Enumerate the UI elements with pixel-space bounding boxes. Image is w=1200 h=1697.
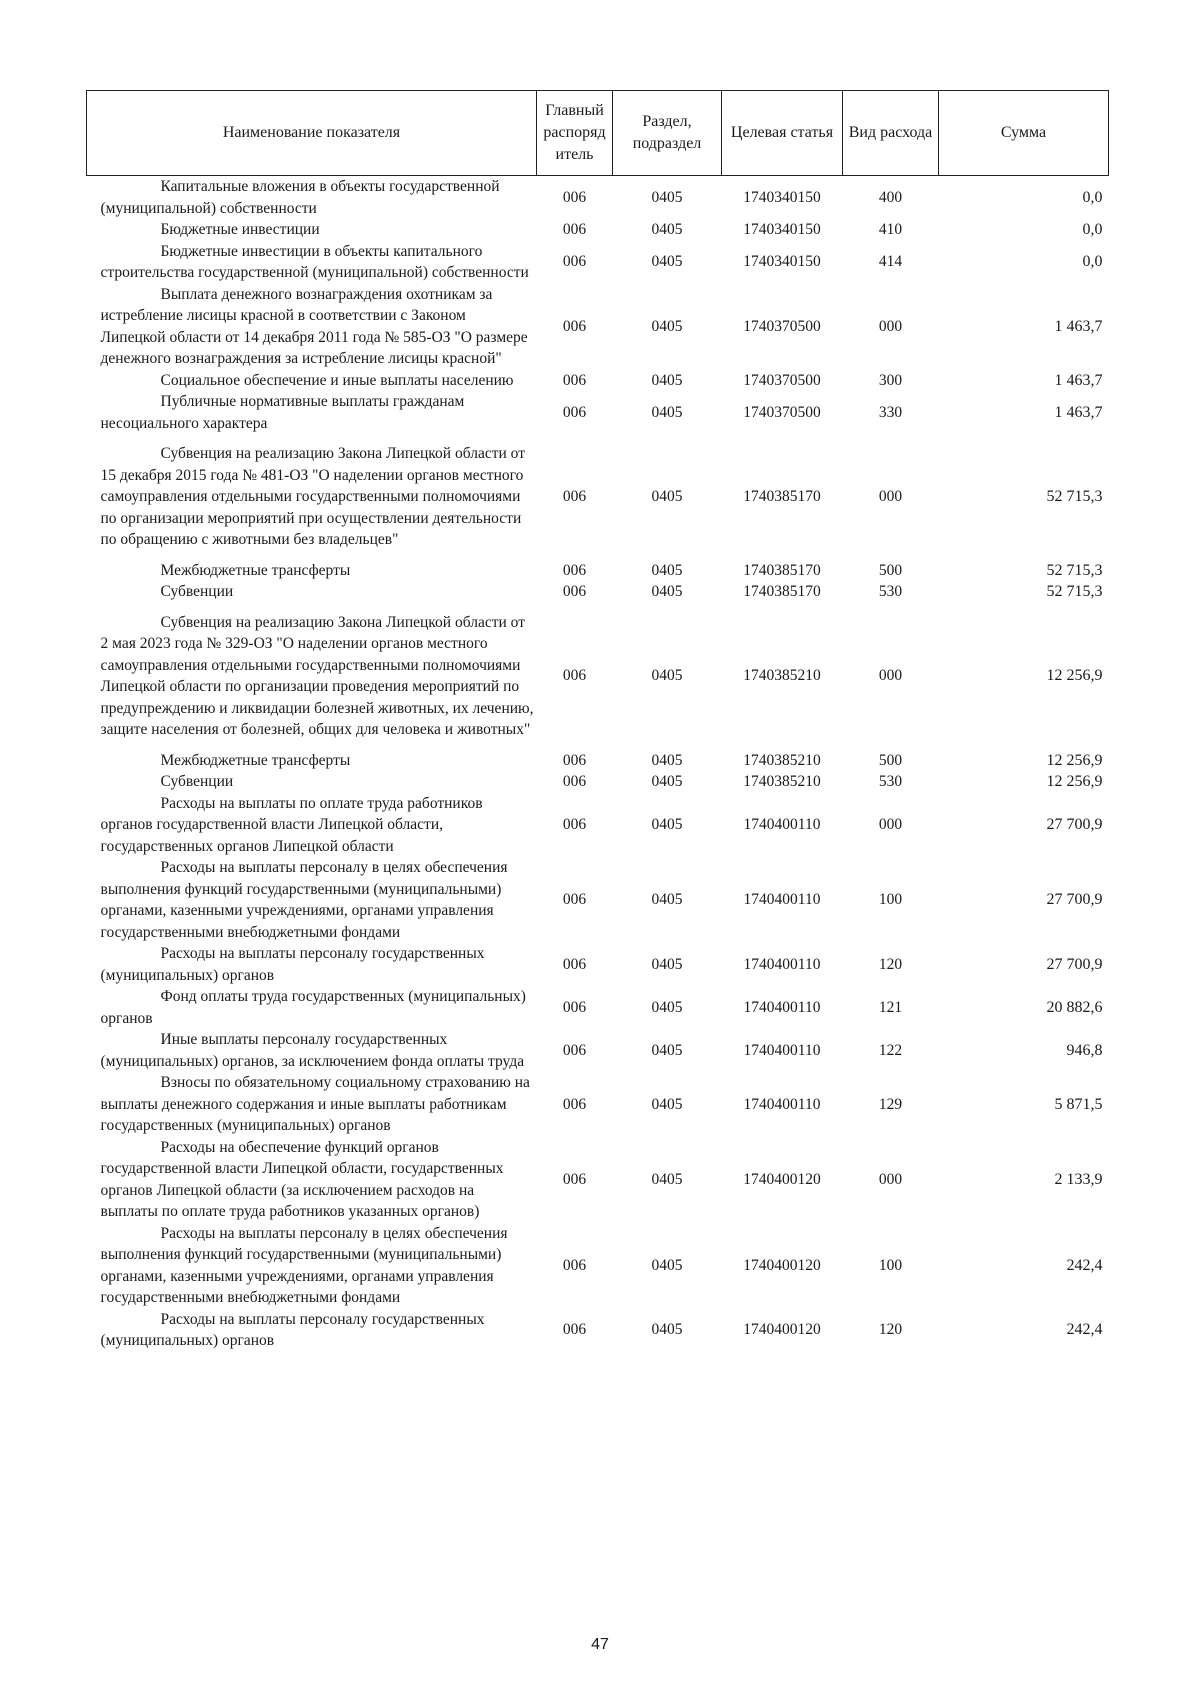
row-name: Субвенция на реализацию Закона Липецкой области от 15 декабря 2015 года № 481-ОЗ "О наделении органов местного самоуправления отдельными государственными полномочиями по организации мероприятий при осуществлении деятельности по обращению с животными без владельцев": [100, 445, 525, 548]
row-section: 0405: [651, 1041, 683, 1059]
row-section: 0405: [651, 998, 683, 1016]
row-section: 0405: [651, 253, 683, 271]
row-section: 0405: [651, 773, 683, 790]
row-section: 0405: [651, 1256, 683, 1274]
table-row: [87, 603, 1109, 750]
row-target: 1740385210: [743, 751, 821, 769]
row-kind: 120: [878, 955, 903, 973]
table-row: [87, 241, 1109, 284]
row-grbs: 006: [562, 891, 587, 909]
row-name: Расходы на выплаты персоналу государственных (муниципальных) органов: [100, 1310, 485, 1349]
row-sum: 242,4: [1066, 1256, 1103, 1274]
row-kind: 330: [878, 403, 903, 421]
row-section: 0405: [651, 955, 683, 973]
row-name: Социальное обеспечение и иные выплаты населению: [160, 371, 514, 389]
row-name: Межбюджетные трансферты: [160, 751, 351, 769]
row-sum: 52 715,3: [1046, 561, 1103, 579]
row-target: 1740400110: [743, 998, 821, 1016]
row-sum: 2 133,9: [1054, 1170, 1103, 1188]
row-grbs: 006: [562, 403, 587, 421]
row-target: 1740340150: [743, 188, 821, 206]
row-target: 1740400110: [743, 1041, 821, 1059]
row-kind: 410: [878, 221, 903, 238]
row-name: Расходы на обеспечение функций органов государственной власти Липецкой области, государственных органов Липецкой области (за исключением расходов на выплаты по оплате труда работников указанных органов): [100, 1138, 504, 1220]
row-target: 1740385170: [743, 561, 821, 579]
header-name: Наименование показателя: [87, 91, 537, 176]
row-sum: 27 700,9: [1046, 955, 1103, 973]
row-target: 1740385210: [743, 667, 821, 685]
row-section: 0405: [651, 488, 683, 505]
row-section: 0405: [651, 371, 683, 389]
row-name: Иные выплаты персоналу государственных (муниципальных) органов, за исключением фонда оплаты труда: [100, 1031, 525, 1070]
row-kind: 100: [878, 891, 903, 909]
row-target: 1740400120: [743, 1170, 821, 1188]
page-number: 47: [591, 1636, 609, 1653]
row-section: 0405: [651, 816, 683, 833]
row-sum: 1 463,7: [1054, 371, 1103, 389]
row-sum: 1 463,7: [1054, 317, 1103, 335]
table-row: [87, 1072, 1109, 1137]
row-name: Субвенции: [160, 773, 234, 790]
row-kind: 300: [878, 371, 903, 389]
row-grbs: 006: [562, 1095, 587, 1113]
row-name: Расходы на выплаты персоналу в целях обеспечения выполнения функций государственными (муниципальными) органами, казенными учреждениями, органами управления государственными внебюджетными фондами: [100, 1224, 508, 1306]
row-sum: 52 715,3: [1046, 583, 1103, 600]
row-sum: 946,8: [1066, 1041, 1103, 1059]
row-target: 1740400110: [743, 1095, 821, 1113]
row-grbs: 006: [562, 955, 587, 973]
row-grbs: 006: [562, 773, 587, 790]
row-kind: 500: [878, 561, 903, 579]
row-section: 0405: [651, 1095, 683, 1113]
budget-table: [86, 90, 1109, 1352]
row-name: Взносы по обязательному социальному страхованию на выплаты денежного содержания и иные выплаты работникам государственных (муниципальных) органов: [100, 1074, 530, 1134]
row-kind: 120: [878, 1321, 903, 1339]
header-sum: Сумма: [939, 91, 1109, 176]
row-target: 1740385210: [743, 773, 821, 790]
row-name: Капитальные вложения в объекты государственной (муниципальной) собственности: [100, 178, 500, 217]
row-name: Бюджетные инвестиции в объекты капитального строительства государственной (муниципальной) собственности: [100, 242, 529, 281]
row-name: Расходы на выплаты персоналу государственных (муниципальных) органов: [100, 945, 485, 984]
table-row: [87, 943, 1109, 986]
row-target: 1740400120: [743, 1321, 821, 1339]
row-name: Выплата денежного вознаграждения охотникам за истребление лисицы красной в соответствии с Законом Липецкой области от 14 декабря 2011 года № 585-ОЗ "О размере денежного вознаграждения за истребление лисицы красной": [100, 285, 528, 367]
row-name: Расходы на выплаты по оплате труда работников органов государственной власти Липецкой области, государственных органов Липецкой области: [100, 794, 483, 855]
row-sum: 0,0: [1082, 221, 1103, 238]
row-section: 0405: [651, 751, 683, 769]
row-grbs: 006: [562, 253, 587, 271]
row-sum: 0,0: [1082, 253, 1103, 271]
row-sum: 52 715,3: [1046, 488, 1103, 505]
row-kind: 500: [878, 751, 903, 769]
row-target: 1740370500: [743, 371, 821, 389]
table-row: [87, 1029, 1109, 1072]
table-row: [87, 1137, 1109, 1223]
table-row: [87, 284, 1109, 370]
row-name: Субвенции: [160, 583, 234, 600]
row-kind: 000: [878, 816, 903, 833]
row-target: 1740400110: [743, 816, 821, 833]
table-row: [87, 857, 1109, 943]
row-sum: 12 256,9: [1046, 773, 1103, 790]
row-name: Фонд оплаты труда государственных (муниципальных) органов: [100, 988, 526, 1027]
row-kind: 121: [878, 998, 903, 1016]
row-name: Межбюджетные трансферты: [160, 561, 351, 579]
table-row: [87, 1223, 1109, 1309]
row-grbs: 006: [562, 667, 587, 685]
table-row: [87, 391, 1109, 434]
table-row: [87, 176, 1109, 220]
row-grbs: 006: [562, 816, 587, 833]
row-kind: 129: [878, 1095, 903, 1113]
table-row: [87, 771, 1109, 793]
row-grbs: 006: [562, 1170, 587, 1188]
table-row: [87, 581, 1109, 603]
row-section: 0405: [651, 891, 683, 909]
row-section: 0405: [651, 1170, 683, 1188]
row-grbs: 006: [562, 1041, 587, 1059]
row-name: Бюджетные инвестиции: [160, 221, 320, 238]
row-grbs: 006: [562, 188, 587, 206]
row-target: 1740385170: [743, 488, 821, 505]
header-target: Целевая статья: [722, 91, 843, 176]
row-name: Субвенция на реализацию Закона Липецкой области от 2 мая 2023 года № 329-ОЗ "О наделении органов местного самоуправления отдельными государственными полномочиями Липецкой области по организации проведения мероприятий по предупреждению и ликвидации болезней животных, их лечению, защите населения от болезней, общих для человека и животных": [100, 613, 534, 738]
row-target: 1740400120: [743, 1256, 821, 1274]
header-kind: Вид расхода: [843, 91, 939, 176]
row-kind: 100: [878, 1256, 903, 1274]
row-target: 1740400110: [743, 891, 821, 909]
row-sum: 0,0: [1082, 188, 1103, 206]
row-target: 1740370500: [743, 317, 821, 335]
row-section: 0405: [651, 317, 683, 335]
table-row: [87, 986, 1109, 1029]
row-grbs: 006: [562, 998, 587, 1016]
row-target: 1740385170: [743, 583, 821, 600]
row-sum: 5 871,5: [1054, 1095, 1103, 1113]
row-grbs: 006: [562, 488, 587, 505]
row-name: Расходы на выплаты персоналу в целях обеспечения выполнения функций государственными (муниципальными) органами, казенными учреждениями, органами управления государственными внебюджетными фондами: [100, 859, 508, 941]
row-kind: 122: [878, 1041, 903, 1059]
row-sum: 12 256,9: [1046, 751, 1103, 769]
row-sum: 12 256,9: [1046, 667, 1103, 685]
row-grbs: 006: [562, 751, 587, 769]
row-section: 0405: [651, 221, 683, 238]
row-name: Публичные нормативные выплаты гражданам несоциального характера: [100, 393, 465, 432]
row-grbs: 006: [562, 561, 587, 579]
row-sum: 20 882,6: [1046, 998, 1103, 1016]
table-row: [87, 560, 1109, 582]
table-header-row: [87, 91, 1109, 176]
row-section: 0405: [651, 561, 683, 579]
row-kind: 530: [878, 583, 903, 600]
row-kind: 530: [878, 773, 903, 790]
row-kind: 000: [878, 317, 903, 335]
row-target: 1740340150: [743, 221, 821, 238]
row-grbs: 006: [562, 371, 587, 389]
row-kind: 000: [878, 1170, 903, 1188]
row-sum: 1 463,7: [1054, 403, 1103, 421]
row-kind: 000: [878, 488, 903, 505]
table-row: [87, 750, 1109, 772]
row-grbs: 006: [562, 1321, 587, 1339]
table-row: [87, 219, 1109, 241]
row-sum: 242,4: [1066, 1321, 1103, 1339]
row-grbs: 006: [562, 221, 587, 238]
row-sum: 27 700,9: [1046, 891, 1103, 909]
table-row: [87, 434, 1109, 560]
row-kind: 414: [878, 253, 903, 271]
row-grbs: 006: [562, 1256, 587, 1274]
row-target: 1740340150: [743, 253, 821, 271]
row-kind: 000: [878, 667, 903, 685]
header-grbs: Главный распоряд итель: [537, 91, 613, 176]
row-section: 0405: [651, 667, 683, 685]
header-section: Раздел, подраздел: [613, 91, 722, 176]
row-grbs: 006: [562, 583, 587, 600]
row-grbs: 006: [562, 317, 587, 335]
row-section: 0405: [651, 188, 683, 206]
row-kind: 400: [878, 188, 903, 206]
table-row: [87, 1309, 1109, 1352]
table-row: [87, 370, 1109, 392]
row-section: 0405: [651, 1321, 683, 1339]
row-target: 1740400110: [743, 955, 821, 973]
table-row: [87, 793, 1109, 858]
row-sum: 27 700,9: [1046, 816, 1103, 833]
row-section: 0405: [651, 403, 683, 421]
row-section: 0405: [651, 583, 683, 600]
row-target: 1740370500: [743, 403, 821, 421]
